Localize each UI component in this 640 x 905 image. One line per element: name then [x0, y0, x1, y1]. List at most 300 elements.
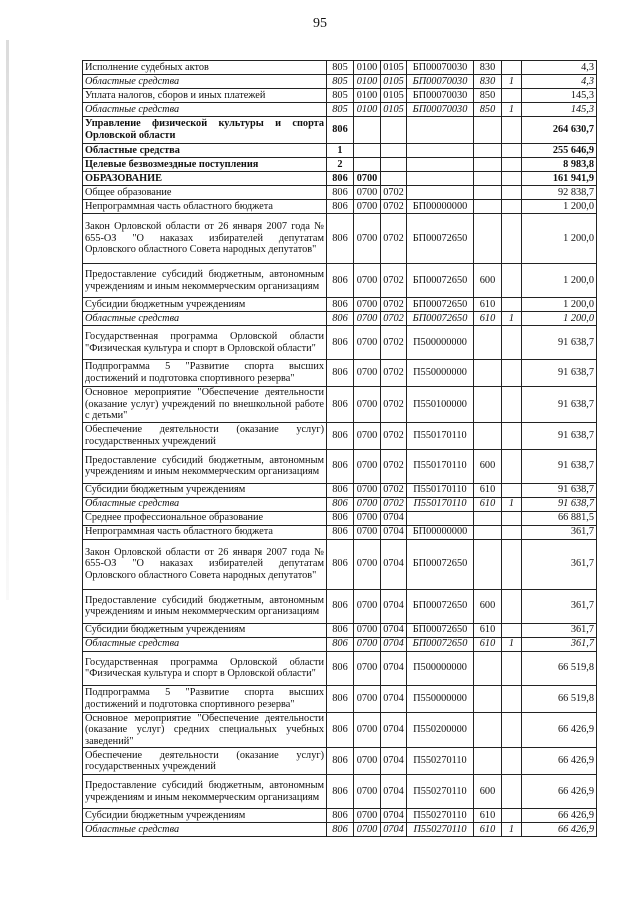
- row-name-cell: Предоставление субсидий бюджетным, автономным учреждениям и иным некоммерческим организациям: [83, 775, 327, 809]
- row-expense-type-cell: 610: [474, 312, 502, 326]
- table-row: [83, 637, 597, 651]
- row-funding-type-cell: 1: [502, 75, 522, 89]
- table-row: [83, 651, 597, 685]
- row-section-cell: 0700: [354, 312, 381, 326]
- row-amount-cell: 361,7: [522, 637, 597, 651]
- row-grbs-cell: 806: [327, 637, 354, 651]
- row-section-cell: 0100: [354, 75, 381, 89]
- row-name-cell: Закон Орловской области от 26 января 2007 года № 655-ОЗ "О наказах избирателей депутатам Орловского областного Совета народных депутатов": [83, 214, 327, 264]
- row-expense-type-cell: [474, 748, 502, 775]
- row-grbs-cell: 2: [327, 158, 354, 172]
- row-amount-cell: 161 941,9: [522, 172, 597, 186]
- row-section-cell: 0700: [354, 326, 381, 360]
- row-section-cell: 0700: [354, 511, 381, 525]
- row-grbs-cell: 806: [327, 312, 354, 326]
- row-funding-type-cell: [502, 186, 522, 200]
- row-name-cell: Областные средства: [83, 823, 327, 837]
- table-row: [83, 623, 597, 637]
- row-name-cell: Областные средства: [83, 75, 327, 89]
- table-row: [83, 449, 597, 483]
- row-target-article-cell: П550200000: [407, 712, 474, 748]
- row-target-article-cell: [407, 172, 474, 186]
- page-number: 95: [313, 16, 327, 31]
- row-name-cell: ОБРАЗОВАНИЕ: [83, 172, 327, 186]
- row-funding-type-cell: [502, 158, 522, 172]
- row-expense-type-cell: [474, 144, 502, 158]
- row-name-cell: Субсидии бюджетным учреждениям: [83, 298, 327, 312]
- row-grbs-cell: 806: [327, 186, 354, 200]
- table-row: [83, 103, 597, 117]
- row-name-cell: Субсидии бюджетным учреждениям: [83, 483, 327, 497]
- row-section-cell: 0700: [354, 264, 381, 298]
- row-funding-type-cell: 1: [502, 312, 522, 326]
- row-expense-type-cell: [474, 117, 502, 144]
- row-funding-type-cell: [502, 117, 522, 144]
- row-expense-type-cell: 610: [474, 483, 502, 497]
- row-section-cell: 0700: [354, 525, 381, 539]
- row-name-cell: Обеспечение деятельности (оказание услуг) государственных учреждений: [83, 748, 327, 775]
- row-subsection-cell: 0702: [381, 497, 407, 511]
- row-target-article-cell: БП00072650: [407, 264, 474, 298]
- row-subsection-cell: 0105: [381, 75, 407, 89]
- row-subsection-cell: 0105: [381, 61, 407, 75]
- row-name-cell: Предоставление субсидий бюджетным, автономным учреждениям и иным некоммерческим организациям: [83, 264, 327, 298]
- row-section-cell: 0700: [354, 214, 381, 264]
- row-funding-type-cell: 1: [502, 497, 522, 511]
- row-target-article-cell: П500000000: [407, 651, 474, 685]
- row-funding-type-cell: [502, 422, 522, 449]
- row-section-cell: 0700: [354, 809, 381, 823]
- row-expense-type-cell: [474, 525, 502, 539]
- row-subsection-cell: 0702: [381, 387, 407, 423]
- row-subsection-cell: 0702: [381, 326, 407, 360]
- row-funding-type-cell: 1: [502, 103, 522, 117]
- row-expense-type-cell: [474, 651, 502, 685]
- table-row: [83, 214, 597, 264]
- row-expense-type-cell: 610: [474, 298, 502, 312]
- row-name-cell: Основное мероприятие "Обеспечение деятельности (оказание услуг) средних специальных учебных заведений": [83, 712, 327, 748]
- row-expense-type-cell: 830: [474, 75, 502, 89]
- table-row: [83, 186, 597, 200]
- row-funding-type-cell: [502, 61, 522, 75]
- row-grbs-cell: 805: [327, 61, 354, 75]
- row-grbs-cell: 806: [327, 748, 354, 775]
- scan-edge-shadow: [6, 40, 9, 600]
- row-target-article-cell: БП00000000: [407, 525, 474, 539]
- row-target-article-cell: П550170110: [407, 483, 474, 497]
- table-row: [83, 326, 597, 360]
- row-subsection-cell: [381, 172, 407, 186]
- row-section-cell: 0700: [354, 497, 381, 511]
- row-expense-type-cell: [474, 539, 502, 589]
- row-amount-cell: 1 200,0: [522, 264, 597, 298]
- row-subsection-cell: 0702: [381, 264, 407, 298]
- row-target-article-cell: [407, 158, 474, 172]
- table-row: [83, 298, 597, 312]
- row-section-cell: 0700: [354, 623, 381, 637]
- row-target-article-cell: [407, 144, 474, 158]
- row-name-cell: Закон Орловской области от 26 января 2007 года № 655-ОЗ "О наказах избирателей депутатам Орловского областного Совета народных депутатов": [83, 539, 327, 589]
- row-grbs-cell: 806: [327, 172, 354, 186]
- row-subsection-cell: 0704: [381, 511, 407, 525]
- row-section-cell: 0700: [354, 449, 381, 483]
- row-expense-type-cell: 600: [474, 589, 502, 623]
- row-target-article-cell: П550270110: [407, 748, 474, 775]
- row-section-cell: 0700: [354, 685, 381, 712]
- row-subsection-cell: 0704: [381, 823, 407, 837]
- row-section-cell: 0700: [354, 186, 381, 200]
- row-section-cell: 0700: [354, 712, 381, 748]
- row-funding-type-cell: [502, 326, 522, 360]
- row-amount-cell: 66 519,8: [522, 651, 597, 685]
- row-grbs-cell: 806: [327, 326, 354, 360]
- row-funding-type-cell: [502, 712, 522, 748]
- row-expense-type-cell: [474, 158, 502, 172]
- row-amount-cell: 255 646,9: [522, 144, 597, 158]
- row-grbs-cell: 806: [327, 497, 354, 511]
- table-row: [83, 264, 597, 298]
- row-amount-cell: 1 200,0: [522, 312, 597, 326]
- row-expense-type-cell: [474, 712, 502, 748]
- row-target-article-cell: П550170110: [407, 449, 474, 483]
- row-funding-type-cell: [502, 775, 522, 809]
- row-expense-type-cell: [474, 511, 502, 525]
- table-row: [83, 823, 597, 837]
- row-grbs-cell: 806: [327, 422, 354, 449]
- row-target-article-cell: П550270110: [407, 775, 474, 809]
- row-section-cell: 0700: [354, 200, 381, 214]
- row-amount-cell: 91 638,7: [522, 449, 597, 483]
- row-subsection-cell: 0702: [381, 360, 407, 387]
- row-expense-type-cell: 600: [474, 449, 502, 483]
- row-subsection-cell: 0704: [381, 539, 407, 589]
- row-name-cell: Предоставление субсидий бюджетным, автономным учреждениям и иным некоммерческим организациям: [83, 589, 327, 623]
- table-row: [83, 483, 597, 497]
- budget-table-body: [83, 61, 597, 837]
- table-row: [83, 117, 597, 144]
- row-grbs-cell: 806: [327, 511, 354, 525]
- row-grbs-cell: 806: [327, 823, 354, 837]
- row-funding-type-cell: [502, 360, 522, 387]
- row-target-article-cell: БП00072650: [407, 312, 474, 326]
- row-amount-cell: 66 426,9: [522, 809, 597, 823]
- row-amount-cell: 145,3: [522, 89, 597, 103]
- row-target-article-cell: [407, 117, 474, 144]
- row-section-cell: 0100: [354, 89, 381, 103]
- row-expense-type-cell: [474, 200, 502, 214]
- row-subsection-cell: 0702: [381, 200, 407, 214]
- table-row: [83, 75, 597, 89]
- row-funding-type-cell: 1: [502, 637, 522, 651]
- row-funding-type-cell: [502, 511, 522, 525]
- row-name-cell: Предоставление субсидий бюджетным, автономным учреждениям и иным некоммерческим организациям: [83, 449, 327, 483]
- table-row: [83, 539, 597, 589]
- row-subsection-cell: 0702: [381, 312, 407, 326]
- row-expense-type-cell: [474, 387, 502, 423]
- row-grbs-cell: 806: [327, 483, 354, 497]
- row-amount-cell: 66 426,9: [522, 712, 597, 748]
- row-name-cell: Непрограммная часть областного бюджета: [83, 525, 327, 539]
- row-section-cell: 0700: [354, 589, 381, 623]
- row-subsection-cell: 0704: [381, 748, 407, 775]
- table-row: [83, 158, 597, 172]
- row-amount-cell: 4,3: [522, 61, 597, 75]
- row-target-article-cell: БП00072650: [407, 589, 474, 623]
- row-target-article-cell: БП00070030: [407, 61, 474, 75]
- table-row: [83, 775, 597, 809]
- row-target-article-cell: П550000000: [407, 685, 474, 712]
- row-grbs-cell: 806: [327, 360, 354, 387]
- row-expense-type-cell: [474, 685, 502, 712]
- row-subsection-cell: 0704: [381, 712, 407, 748]
- table-row: [83, 312, 597, 326]
- row-grbs-cell: 806: [327, 387, 354, 423]
- row-grbs-cell: 806: [327, 685, 354, 712]
- row-section-cell: 0100: [354, 103, 381, 117]
- row-subsection-cell: 0702: [381, 422, 407, 449]
- row-amount-cell: 1 200,0: [522, 200, 597, 214]
- row-subsection-cell: [381, 117, 407, 144]
- row-amount-cell: 66 426,9: [522, 823, 597, 837]
- row-subsection-cell: 0702: [381, 449, 407, 483]
- row-target-article-cell: БП00072650: [407, 539, 474, 589]
- row-name-cell: Исполнение судебных актов: [83, 61, 327, 75]
- row-grbs-cell: 806: [327, 298, 354, 312]
- row-funding-type-cell: [502, 809, 522, 823]
- row-grbs-cell: 806: [327, 200, 354, 214]
- row-expense-type-cell: 830: [474, 61, 502, 75]
- row-funding-type-cell: [502, 200, 522, 214]
- row-subsection-cell: 0702: [381, 186, 407, 200]
- row-grbs-cell: 806: [327, 539, 354, 589]
- row-name-cell: Целевые безвозмездные поступления: [83, 158, 327, 172]
- row-section-cell: 0700: [354, 172, 381, 186]
- row-amount-cell: 91 638,7: [522, 387, 597, 423]
- row-target-article-cell: П500000000: [407, 326, 474, 360]
- row-section-cell: 0700: [354, 298, 381, 312]
- row-subsection-cell: 0704: [381, 525, 407, 539]
- table-row: [83, 589, 597, 623]
- row-amount-cell: 91 638,7: [522, 422, 597, 449]
- row-grbs-cell: 806: [327, 117, 354, 144]
- row-subsection-cell: [381, 158, 407, 172]
- table-row: [83, 525, 597, 539]
- row-grbs-cell: 806: [327, 449, 354, 483]
- row-subsection-cell: 0702: [381, 298, 407, 312]
- row-target-article-cell: БП00072650: [407, 298, 474, 312]
- table-row: [83, 422, 597, 449]
- row-funding-type-cell: [502, 623, 522, 637]
- row-amount-cell: 4,3: [522, 75, 597, 89]
- row-expense-type-cell: [474, 326, 502, 360]
- row-amount-cell: 66 426,9: [522, 748, 597, 775]
- row-target-article-cell: БП00072650: [407, 623, 474, 637]
- row-expense-type-cell: 600: [474, 264, 502, 298]
- row-target-article-cell: П550000000: [407, 360, 474, 387]
- row-subsection-cell: 0105: [381, 89, 407, 103]
- row-target-article-cell: БП00072650: [407, 214, 474, 264]
- row-name-cell: Областные средства: [83, 497, 327, 511]
- table-row: [83, 61, 597, 75]
- row-funding-type-cell: [502, 589, 522, 623]
- row-subsection-cell: 0704: [381, 637, 407, 651]
- row-grbs-cell: 806: [327, 775, 354, 809]
- row-name-cell: Среднее профессиональное образование: [83, 511, 327, 525]
- row-expense-type-cell: [474, 214, 502, 264]
- row-funding-type-cell: [502, 539, 522, 589]
- row-target-article-cell: [407, 186, 474, 200]
- row-grbs-cell: 806: [327, 214, 354, 264]
- row-section-cell: 0700: [354, 748, 381, 775]
- row-funding-type-cell: [502, 214, 522, 264]
- table-row: [83, 809, 597, 823]
- row-subsection-cell: 0105: [381, 103, 407, 117]
- row-funding-type-cell: [502, 264, 522, 298]
- row-expense-type-cell: 610: [474, 809, 502, 823]
- row-name-cell: Основное мероприятие "Обеспечение деятельности (оказание услуг) учреждений по внешкольной работе с детьми": [83, 387, 327, 423]
- row-target-article-cell: П550100000: [407, 387, 474, 423]
- row-section-cell: 0700: [354, 387, 381, 423]
- row-section-cell: 0700: [354, 539, 381, 589]
- row-expense-type-cell: 600: [474, 775, 502, 809]
- row-grbs-cell: 805: [327, 89, 354, 103]
- row-target-article-cell: БП00070030: [407, 103, 474, 117]
- row-name-cell: Подпрограмма 5 "Развитие спорта высших достижений и подготовка спортивного резерва": [83, 360, 327, 387]
- row-subsection-cell: 0704: [381, 809, 407, 823]
- row-name-cell: Обеспечение деятельности (оказание услуг) государственных учреждений: [83, 422, 327, 449]
- row-target-article-cell: БП00072650: [407, 637, 474, 651]
- row-amount-cell: 66 519,8: [522, 685, 597, 712]
- row-name-cell: Управление физической культуры и спорта Орловской области: [83, 117, 327, 144]
- row-expense-type-cell: [474, 422, 502, 449]
- row-grbs-cell: 806: [327, 712, 354, 748]
- table-row: [83, 387, 597, 423]
- row-section-cell: 0100: [354, 61, 381, 75]
- row-amount-cell: 264 630,7: [522, 117, 597, 144]
- row-section-cell: [354, 144, 381, 158]
- row-funding-type-cell: 1: [502, 823, 522, 837]
- row-section-cell: 0700: [354, 360, 381, 387]
- row-amount-cell: 361,7: [522, 525, 597, 539]
- row-section-cell: 0700: [354, 637, 381, 651]
- row-grbs-cell: 806: [327, 589, 354, 623]
- row-funding-type-cell: [502, 651, 522, 685]
- row-expense-type-cell: 610: [474, 497, 502, 511]
- row-grbs-cell: 805: [327, 103, 354, 117]
- row-name-cell: Субсидии бюджетным учреждениям: [83, 623, 327, 637]
- row-target-article-cell: [407, 511, 474, 525]
- table-row: [83, 497, 597, 511]
- row-subsection-cell: 0704: [381, 685, 407, 712]
- row-name-cell: Общее образование: [83, 186, 327, 200]
- row-grbs-cell: 806: [327, 809, 354, 823]
- row-funding-type-cell: [502, 748, 522, 775]
- row-amount-cell: 1 200,0: [522, 214, 597, 264]
- table-row: [83, 685, 597, 712]
- row-amount-cell: 91 638,7: [522, 326, 597, 360]
- row-name-cell: Подпрограмма 5 "Развитие спорта высших достижений и подготовка спортивного резерва": [83, 685, 327, 712]
- table-row: [83, 360, 597, 387]
- row-amount-cell: 361,7: [522, 539, 597, 589]
- row-amount-cell: 91 638,7: [522, 483, 597, 497]
- row-amount-cell: 66 881,5: [522, 511, 597, 525]
- row-target-article-cell: П550170110: [407, 497, 474, 511]
- row-name-cell: Субсидии бюджетным учреждениям: [83, 809, 327, 823]
- table-row: [83, 712, 597, 748]
- row-amount-cell: 361,7: [522, 589, 597, 623]
- table-row: [83, 511, 597, 525]
- row-funding-type-cell: [502, 449, 522, 483]
- row-section-cell: 0700: [354, 775, 381, 809]
- row-funding-type-cell: [502, 685, 522, 712]
- row-expense-type-cell: [474, 360, 502, 387]
- row-expense-type-cell: 610: [474, 823, 502, 837]
- row-name-cell: Областные средства: [83, 144, 327, 158]
- row-name-cell: Уплата налогов, сборов и иных платежей: [83, 89, 327, 103]
- table-row: [83, 144, 597, 158]
- row-target-article-cell: П550170110: [407, 422, 474, 449]
- row-subsection-cell: [381, 144, 407, 158]
- row-funding-type-cell: [502, 483, 522, 497]
- row-grbs-cell: 806: [327, 525, 354, 539]
- row-target-article-cell: П550270110: [407, 809, 474, 823]
- row-section-cell: 0700: [354, 651, 381, 685]
- row-expense-type-cell: 850: [474, 103, 502, 117]
- budget-table: [82, 60, 597, 837]
- row-expense-type-cell: 610: [474, 637, 502, 651]
- row-section-cell: 0700: [354, 823, 381, 837]
- row-funding-type-cell: [502, 89, 522, 103]
- table-row: [83, 200, 597, 214]
- row-grbs-cell: 806: [327, 264, 354, 298]
- row-name-cell: Государственная программа Орловской области "Физическая культура и спорт в Орловской области": [83, 651, 327, 685]
- row-amount-cell: 145,3: [522, 103, 597, 117]
- row-subsection-cell: 0704: [381, 651, 407, 685]
- row-section-cell: [354, 158, 381, 172]
- row-name-cell: Областные средства: [83, 637, 327, 651]
- row-target-article-cell: БП00070030: [407, 89, 474, 103]
- row-funding-type-cell: [502, 387, 522, 423]
- row-expense-type-cell: 850: [474, 89, 502, 103]
- row-name-cell: Государственная программа Орловской области "Физическая культура и спорт в Орловской области": [83, 326, 327, 360]
- row-subsection-cell: 0704: [381, 775, 407, 809]
- table-row: [83, 748, 597, 775]
- row-grbs-cell: 805: [327, 75, 354, 89]
- row-name-cell: Непрограммная часть областного бюджета: [83, 200, 327, 214]
- row-expense-type-cell: [474, 186, 502, 200]
- row-grbs-cell: 1: [327, 144, 354, 158]
- row-amount-cell: 91 638,7: [522, 497, 597, 511]
- row-target-article-cell: БП00070030: [407, 75, 474, 89]
- row-target-article-cell: БП00000000: [407, 200, 474, 214]
- row-funding-type-cell: [502, 144, 522, 158]
- row-amount-cell: 92 838,7: [522, 186, 597, 200]
- table-row: [83, 172, 597, 186]
- row-amount-cell: 8 983,8: [522, 158, 597, 172]
- table-row: [83, 89, 597, 103]
- row-section-cell: 0700: [354, 483, 381, 497]
- row-subsection-cell: 0704: [381, 623, 407, 637]
- row-name-cell: Областные средства: [83, 312, 327, 326]
- row-funding-type-cell: [502, 298, 522, 312]
- row-section-cell: [354, 117, 381, 144]
- row-grbs-cell: 806: [327, 623, 354, 637]
- row-subsection-cell: 0704: [381, 589, 407, 623]
- row-section-cell: 0700: [354, 422, 381, 449]
- row-funding-type-cell: [502, 525, 522, 539]
- row-amount-cell: 1 200,0: [522, 298, 597, 312]
- row-amount-cell: 91 638,7: [522, 360, 597, 387]
